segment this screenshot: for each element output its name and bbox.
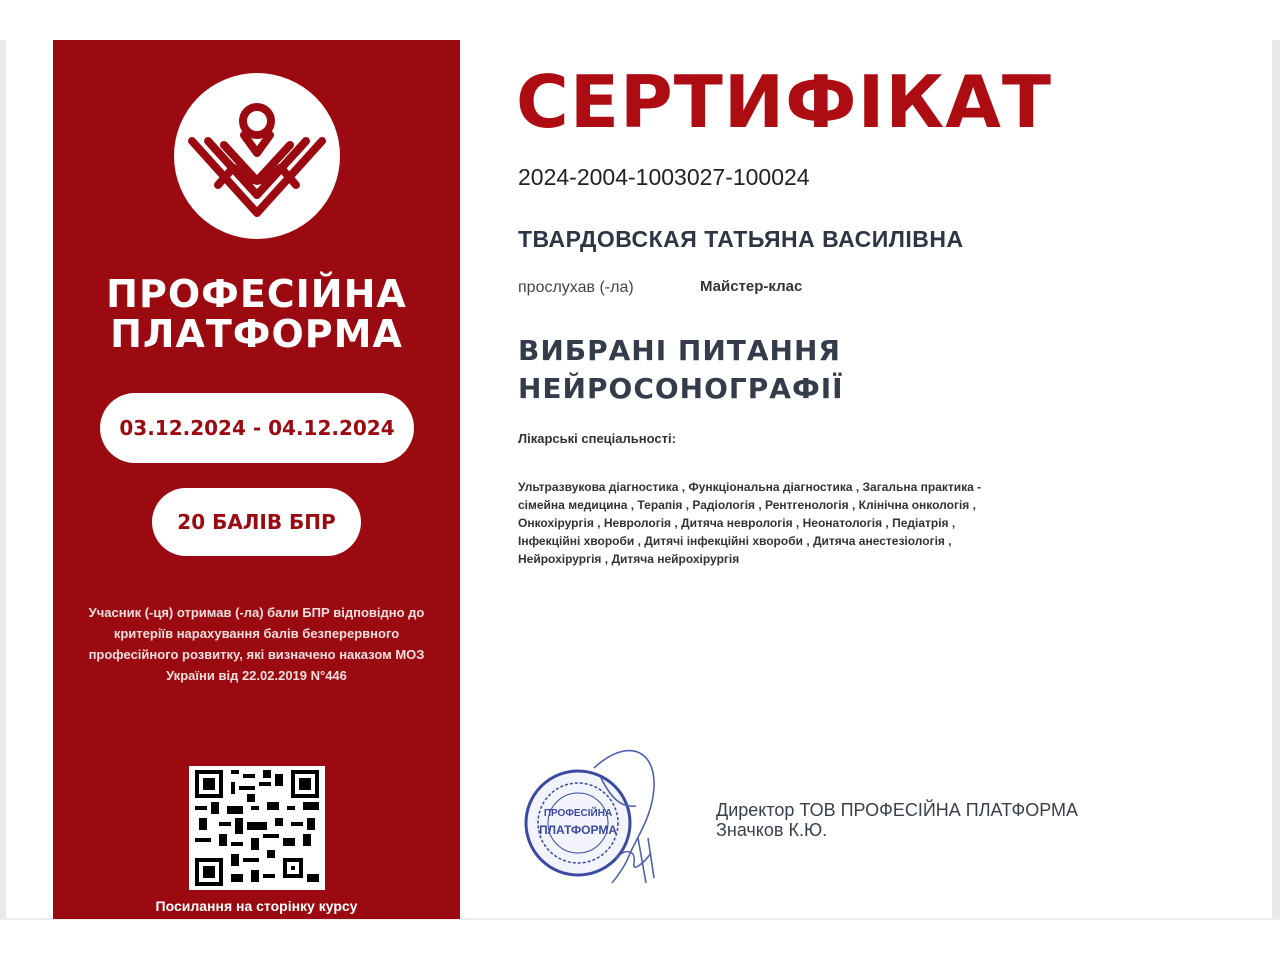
official-stamp-icon bbox=[526, 771, 630, 875]
specialties-label: Лікарські спеціальності: bbox=[518, 431, 676, 446]
specialties-list: Ультразвукова діагностика , Функціональна діагностика , Загальна практика - сімейна медицина , Терапія , Радіологія , Рентгенологія , Клінічна онкологія , Онкохірургія , Неврологія , Дитяча неврологія , Неонатологія , Педіатрія , Інфекційні хвороби , Дитячі інфекційні хвороби , Дитяча анестезіологія , Нейрохірургія , Дитяча нейрохірургія bbox=[518, 480, 982, 566]
qr-code[interactable] bbox=[189, 766, 325, 890]
page-edge-left bbox=[0, 40, 6, 920]
listened-label: прослухав (-ла) bbox=[518, 279, 634, 296]
svg-text:ПРОФЕСІЙНА: ПРОФЕСІЙНА bbox=[543, 808, 613, 819]
certificate-number: 2024-2004-1003027-100024 bbox=[518, 164, 810, 190]
course-title-line-2: НЕЙРОСОНОГРАФІЇ bbox=[518, 372, 844, 405]
page-edge-right bbox=[1272, 40, 1280, 920]
logo-mark-icon bbox=[174, 73, 340, 239]
course-format: Майстер-клас bbox=[700, 278, 803, 295]
sidebar-panel bbox=[53, 40, 460, 919]
director-signature-block bbox=[716, 800, 1078, 840]
brand-line-2: ПЛАТФОРМА bbox=[110, 312, 403, 356]
platform-brand-name bbox=[53, 274, 460, 354]
recipient-name: ТВАРДОВСКАЯ ТАТЬЯНА ВАСИЛІВНА bbox=[518, 226, 964, 252]
svg-text:ПЛАТФОРМА: ПЛАТФОРМА bbox=[538, 823, 618, 837]
course-title-line-1: ВИБРАНІ ПИТАННЯ bbox=[518, 334, 841, 367]
qr-link-caption[interactable]: Посилання на сторінку курсу bbox=[155, 898, 358, 914]
course-dates-badge: 03.12.2024 - 04.12.2024 bbox=[100, 393, 414, 463]
certificate-title: СЕРТИФІКАТ bbox=[516, 60, 1053, 144]
qr-code-icon bbox=[195, 770, 319, 886]
brand-line-1: ПРОФЕСІЙНА bbox=[106, 272, 407, 316]
platform-logo bbox=[174, 73, 340, 239]
director-title: Директор ТОВ ПРОФЕСІЙНА ПЛАТФОРМА bbox=[716, 800, 1079, 820]
course-title bbox=[518, 332, 1038, 408]
director-name: Значков К.Ю. bbox=[716, 820, 828, 840]
stamp-and-signature bbox=[516, 738, 696, 888]
cpd-points-badge: 20 БАЛІВ БПР bbox=[152, 488, 361, 556]
cpd-note: Учасник (-ця) отримав (-ла) бали БПР відповідно до критеріїв нарахування балів безперервного професійного розвитку, які визначено наказом МОЗ України від 22.02.2019 N°446 bbox=[88, 605, 425, 683]
